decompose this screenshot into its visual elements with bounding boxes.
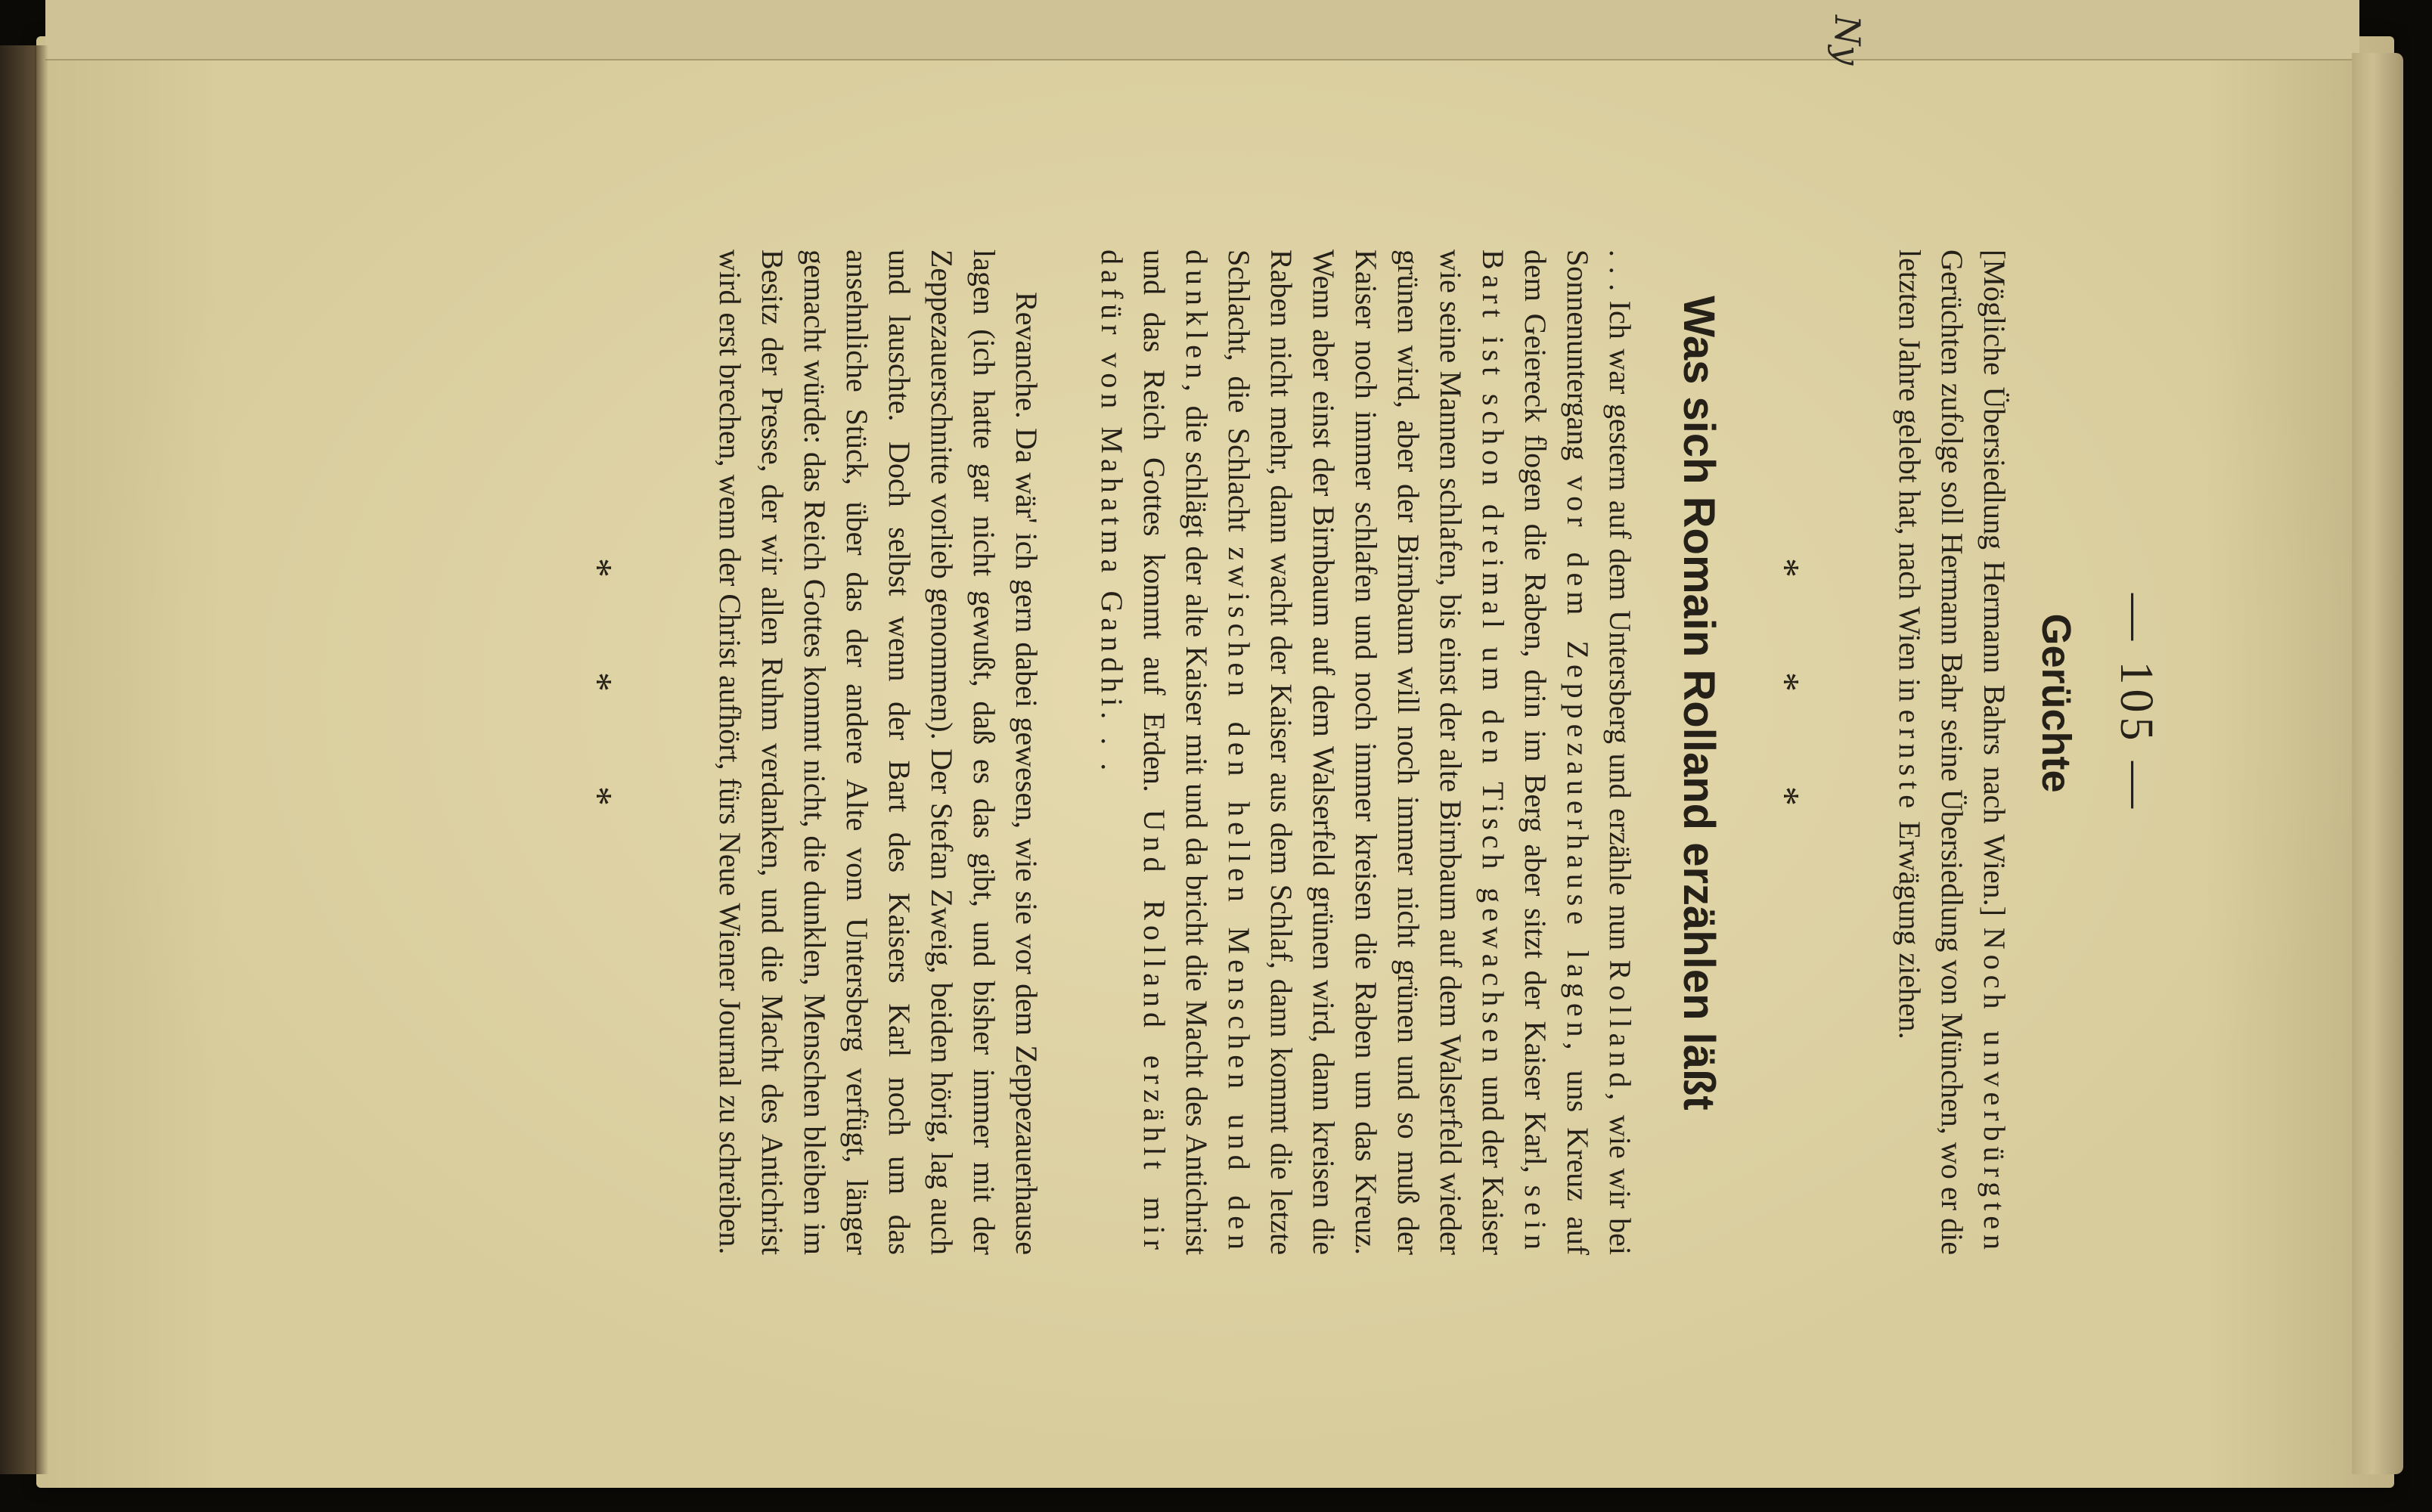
separator-stars-bottom: * * *	[576, 558, 619, 848]
article-text-1: . . . Ich war gestern auf dem Untersberg und erzähle nun	[1603, 249, 1637, 951]
section-heading: Gerüchte	[2033, 613, 2079, 793]
article-text-2: wie wir bei Sonnenuntergang	[1561, 249, 1637, 1255]
rumor-spaced-2: ernste	[1893, 709, 1927, 814]
article-spaced-1: Rolland,	[1603, 959, 1637, 1106]
separator-stars: * * *	[1764, 558, 1807, 848]
pencil-margin-note: Ny	[1827, 15, 1868, 66]
rumor-text-2: Erwägung ziehen.	[1893, 821, 1927, 1040]
rotated-text-block	[537, 113, 2163, 1293]
rumor-spaced-1: Noch unverbürgten	[1978, 927, 2012, 1256]
article-spaced-3: sein Bart ist schon dreimal um den Tisch gewachsen	[1476, 249, 1553, 1256]
rumor-paragraph	[1888, 249, 2015, 1255]
article-spaced-2: vor dem Zeppezauerhause lagen,	[1561, 476, 1595, 1055]
article-paragraph-1	[1090, 249, 1641, 1255]
article-spaced-5: Und Rolland erzählt mir dafür von Mahatma Gandhi. . .	[1095, 249, 1171, 1255]
previous-page-edge	[45, 0, 2359, 60]
rumor-lead: [Mögliche Übersiedlung Hermann Bahrs nach Wien.]	[1978, 249, 2012, 916]
article-text-3: uns Kreuz auf dem Geiereck flogen die Raben, drin im Berg aber sitzt der Kaiser Karl,	[1518, 249, 1595, 1256]
book-spine-edge	[2352, 53, 2403, 1474]
article-paragraph-2: Revanche. Da wär' ich gern dabei gewesen, wie sie vor dem Zeppezauerhause lagen (ich hatte gar nicht gewußt, daß es das gibt, und bisher immer mit der Zeppezauerschnitte vorlieb genommen). Der Stefan Zweig, beiden hörig, lag auch und lauschte. Doch selbst wenn der Bart des Kaisers Karl noch um das ansehnliche Stück, über das der andere Alte vom Untersberg verfügt, länger gemacht würde: das Reich Gottes kommt nicht, die dunklen, Menschen bleiben im Besitz der Presse, der wir allen Ruhm verdanken, und die Macht des Antichrist wird erst brechen, wenn der Christ aufhört, fürs Neue Wiener Journal zu schreiben.	[713, 249, 1044, 1255]
article-text-4: und der Kaiser wie seine Mannen schlafen, bis einst der alte Birnbaum auf dem Walserfeld wieder grünen wird, aber der Birnbaum will noch immer nicht grünen und so muß der Kaiser noch immer schlafen und noch immer kreisen die Raben um das Kreuz. Wenn aber einst der Birnbaum auf dem Walserfeld grünen wird, dann kreisen die Raben nicht mehr, dann wacht der Kaiser aus dem Schlaf, dann kommt die letzte Schlacht, die Schlacht	[1222, 249, 1510, 1256]
article-title: Was sich Romain Rolland erzählen läßt	[1674, 296, 1723, 1111]
article-text-5: die schlägt der alte Kaiser mit und da bricht die Macht des Antichrist und das Reich Gottes kommt auf Erden.	[1137, 249, 1214, 1256]
rumor-text-1: Gerüchten zufolge soll Hermann Bahr seine Übersiedlung von München, wo er die letzten Jahre gelebt hat, nach Wien in	[1893, 249, 1969, 1255]
page-number: — 105 —	[2111, 593, 2162, 813]
left-binding-shadow	[0, 45, 48, 1474]
article-spaced-4: zwischen den hellen Menschen und den dunklen,	[1180, 249, 1256, 1256]
